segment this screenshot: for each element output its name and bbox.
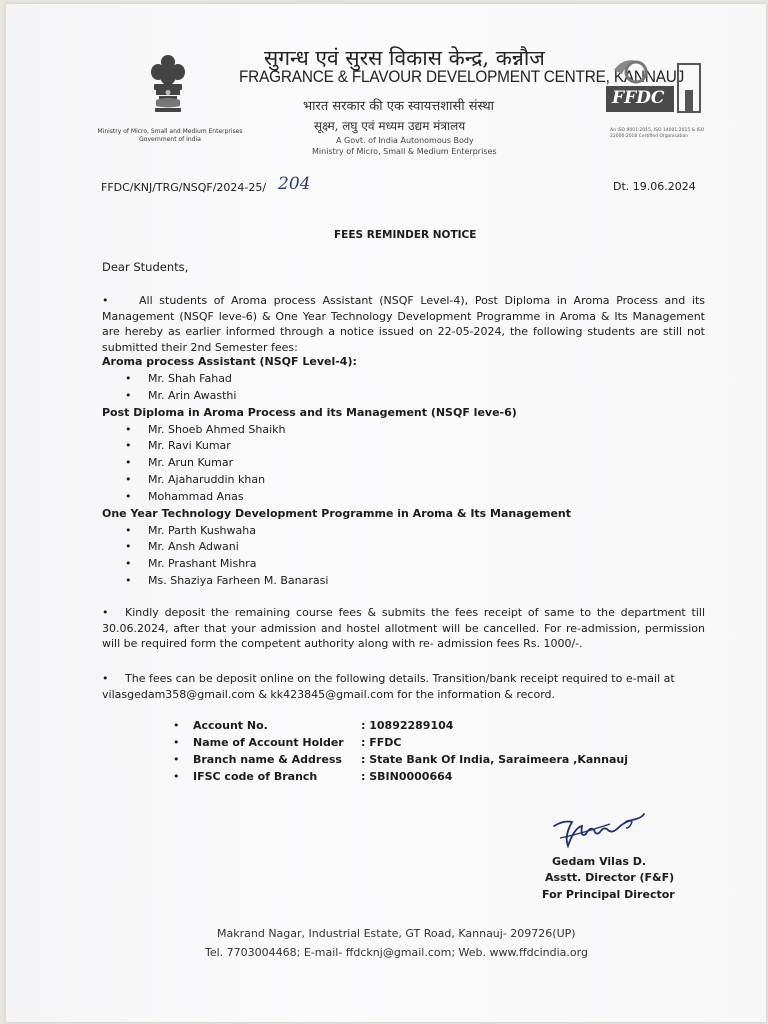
bullet: •	[173, 719, 180, 732]
national-emblem-icon	[146, 52, 190, 118]
bullet: •	[173, 770, 180, 783]
bullet: •	[125, 456, 132, 469]
handwritten-reference: 204	[278, 174, 311, 194]
student-name: Mr. Ravi Kumar	[148, 439, 231, 452]
student-name: Mr. Ajaharuddin khan	[148, 473, 266, 486]
footer-contact: Tel. 7703004468; E-mail- ffdcknj@gmail.com; Web. www.ffdcindia.org	[205, 946, 588, 959]
hindi-subtitle-2: सूक्ष्म, लघु एवं मध्यम उद्यम मंत्रालय	[314, 119, 466, 133]
hindi-subtitle-1: भारत सरकार की एक स्वायत्तशासी संस्था	[303, 99, 494, 114]
intro-paragraph	[102, 293, 705, 355]
bullet: •	[125, 473, 132, 486]
account-number-label: Account No.	[193, 719, 268, 732]
bullet: •	[102, 294, 109, 307]
account-number-value: : 10892289104	[361, 719, 454, 732]
student-name: Mr. Ansh Adwani	[148, 540, 239, 553]
notice-date: Dt. 19.06.2024	[613, 180, 696, 193]
online-payment-paragraph	[102, 671, 705, 702]
bullet: •	[125, 372, 132, 385]
bullet: •	[125, 524, 132, 537]
bullet: •	[125, 557, 132, 570]
bullet: •	[102, 606, 109, 619]
student-name: Mr. Prashant Mishra	[148, 557, 257, 570]
branch-label: Branch name & Address	[193, 753, 342, 766]
intro-paragraph-text: All students of Aroma process Assistant (NSQF Level-4), Post Diploma in Aroma Process and its Management (NSQF leve-6) & One Year Technology Development Programme in Aroma & Its Management are hereby as earlier informed through a notice issued on 22-05-2024, the following students are still not submitted their 2nd Semester fees:	[102, 294, 705, 354]
student-name: Mohammad Anas	[148, 490, 244, 503]
handwritten-signature	[546, 804, 666, 860]
section-heading-post-diploma: Post Diploma in Aroma Process and its Management (NSQF leve-6)	[102, 406, 517, 419]
bullet: •	[125, 540, 132, 553]
account-holder-value: : FFDC	[361, 736, 402, 749]
student-name: Mr. Arun Kumar	[148, 456, 234, 469]
notice-title: FEES REMINDER NOTICE	[334, 229, 477, 241]
ministry-left-line1: Ministry of Micro, Small and Medium Enterprises	[97, 128, 243, 135]
bullet: •	[125, 389, 132, 402]
bullet: •	[125, 490, 132, 503]
signatory-for-line: For Principal Director	[542, 888, 675, 901]
bullet: •	[102, 672, 109, 685]
ifsc-value: : SBIN0000664	[361, 770, 453, 783]
reference-number: FFDC/KNJ/TRG/NSQF/2024-25/	[101, 181, 267, 194]
student-name: Mr. Parth Kushwaha	[148, 524, 256, 537]
bullet: •	[125, 439, 132, 452]
section-heading-technology-programme: One Year Technology Development Programme in Aroma & Its Management	[102, 507, 572, 520]
bullet: •	[125, 574, 132, 587]
iso-certification: An ISO 9001:2015, ISO 14001:2015 & ISO 22000:2018 Certified Organisation	[610, 128, 705, 139]
ffdc-logo-text: FFDC	[612, 88, 665, 108]
ministry-left-line2: Government of India	[139, 136, 201, 143]
student-name: Mr. Arin Awasthi	[148, 389, 237, 402]
deposit-paragraph	[102, 605, 705, 652]
student-name: Mr. Shoeb Ahmed Shaikh	[148, 423, 286, 436]
branch-value: : State Bank Of India, Saraimeera ,Kannauj	[361, 753, 628, 766]
deposit-paragraph-text: Kindly deposit the remaining course fees & submits the fees receipt of same to the department till 30.06.2024, after that your admission and hostel allotment will be cancelled. For re-admission, permission will be required form the competent authority along with re- admission fees Rs. 1000/-.	[102, 606, 705, 651]
student-name: Ms. Shaziya Farheen M. Banarasi	[148, 574, 329, 587]
bullet: •	[173, 736, 180, 749]
ffdc-logo	[606, 56, 706, 118]
ministry-caption-left	[80, 128, 260, 144]
ffdc-logo-graphic	[606, 56, 706, 118]
student-name: Mr. Shah Fahad	[148, 372, 232, 385]
govt-autonomous-line: A Govt. of India Autonomous Body	[336, 136, 474, 145]
bullet: •	[125, 423, 132, 436]
signatory-designation: Asstt. Director (F&F)	[545, 871, 675, 884]
ifsc-label: IFSC code of Branch	[193, 770, 318, 783]
footer-address: Makrand Nagar, Industrial Estate, GT Road, Kannauj- 209726(UP)	[217, 927, 576, 940]
section-heading-aroma-assistant: Aroma process Assistant (NSQF Level-4):	[102, 355, 357, 368]
document-page	[6, 4, 766, 1022]
bullet: •	[173, 753, 180, 766]
online-payment-paragraph-text: The fees can be deposit online on the following details. Transition/bank receipt required to e-mail at vilasgedam358@gmail.com & kk423845@gmail.com for the information & record.	[102, 672, 675, 701]
hindi-title: सुगन्ध एवं सुरस विकास केन्द्र, कन्नौज	[264, 46, 545, 70]
account-holder-label: Name of Account Holder	[193, 736, 344, 749]
ministry-line: Ministry of Micro, Small & Medium Enterprises	[312, 147, 497, 156]
signatory-name: Gedam Vilas D.	[552, 855, 647, 868]
organisation-title: FRAGRANCE & FLAVOUR DEVELOPMENT CENTRE, KANNAUJ	[239, 68, 685, 86]
salutation: Dear Students,	[102, 260, 189, 274]
